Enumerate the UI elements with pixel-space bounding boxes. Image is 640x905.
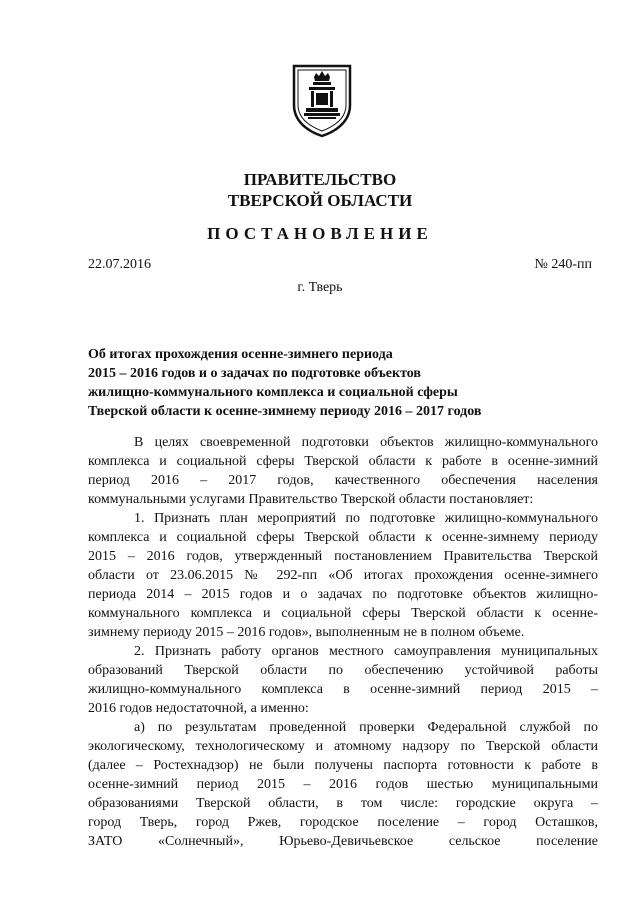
document-body	[88, 433, 598, 851]
paragraph-2	[88, 642, 598, 718]
body-line: 2015 – 2016 годов, утвержденный постановлением Правительства Тверской	[88, 549, 598, 564]
document-number: № 240-пп	[534, 257, 592, 272]
body-line: 2016 годов недостаточной, а именно:	[88, 701, 309, 716]
coat-of-arms-emblem	[291, 63, 353, 138]
body-line: коммунальными услугами Правительство Тверской области постановляет:	[88, 492, 534, 507]
body-line: области от 23.06.2015 № 292-пп «Об итогах прохождения осенне-зимнего	[88, 568, 598, 583]
document-type-title: ПОСТАНОВЛЕНИЕ	[207, 224, 433, 243]
body-line: город Тверь, город Ржев, городское поселение – город Осташков,	[88, 815, 598, 830]
organization-name-line1: ПРАВИТЕЛЬСТВО	[243, 170, 397, 189]
body-line: ЗАТО «Солнечный», Юрьево-Девичьевское сельское поселение	[88, 834, 598, 849]
body-line: а) по результатам проведенной проверки Федеральной службой по	[134, 720, 598, 735]
body-line: образованиями Тверской области, в том числе: городские округа –	[88, 796, 598, 811]
document-city: г. Тверь	[297, 280, 343, 295]
organization-name-line2: ТВЕРСКОЙ ОБЛАСТИ	[227, 191, 413, 210]
subject-line: Об итогах прохождения осенне-зимнего периода	[88, 347, 393, 362]
body-line: 2. Признать работу органов местного самоуправления муниципальных	[134, 644, 598, 659]
body-line: жилищно-коммунального комплекса в осенне-зимний период 2015 –	[88, 682, 598, 697]
body-line: (далее – Ростехнадзор) не были получены паспорта готовности к работе в	[88, 758, 598, 773]
body-line: зимнему периоду 2015 – 2016 годов», выполненным не в полном объеме.	[88, 625, 525, 640]
body-line: период 2016 – 2017 годов, качественного обеспечения населения	[88, 473, 598, 488]
body-line: комплекса и социальной сферы Тверской области к работе в осенне-зимний	[88, 454, 598, 469]
subject-line: Тверской области к осенне-зимнему периоду 2016 – 2017 годов	[88, 404, 482, 419]
body-line: периода 2014 – 2015 годов и о задачах по подготовке объектов жилищно-	[88, 587, 598, 602]
subject-line: 2015 – 2016 годов и о задачах по подготовке объектов	[88, 366, 421, 381]
body-line: комплекса и социальной сферы Тверской области к осенне-зимнему периоду	[88, 530, 598, 545]
body-line: осенне-зимний период 2015 – 2016 годов шестью муниципальными	[88, 777, 598, 792]
document-subject	[88, 345, 608, 421]
body-line: В целях своевременной подготовки объектов жилищно-коммунального	[134, 435, 598, 450]
body-line: образований Тверской области по обеспечению устойчивой работы	[88, 663, 598, 678]
body-line: коммунального комплекса и социальной сферы Тверской области к осенне-	[88, 606, 598, 621]
subject-line: жилищно-коммунального комплекса и социальной сферы	[88, 385, 458, 400]
document-date: 22.07.2016	[88, 257, 151, 272]
paragraph-1	[88, 509, 598, 642]
body-line: экологическому, технологическому и атомному надзору по Тверской области	[88, 739, 598, 754]
body-line: 1. Признать план мероприятий по подготовке жилищно-коммунального	[134, 511, 598, 526]
paragraph-2a	[88, 718, 598, 851]
intro-paragraph	[88, 433, 598, 509]
